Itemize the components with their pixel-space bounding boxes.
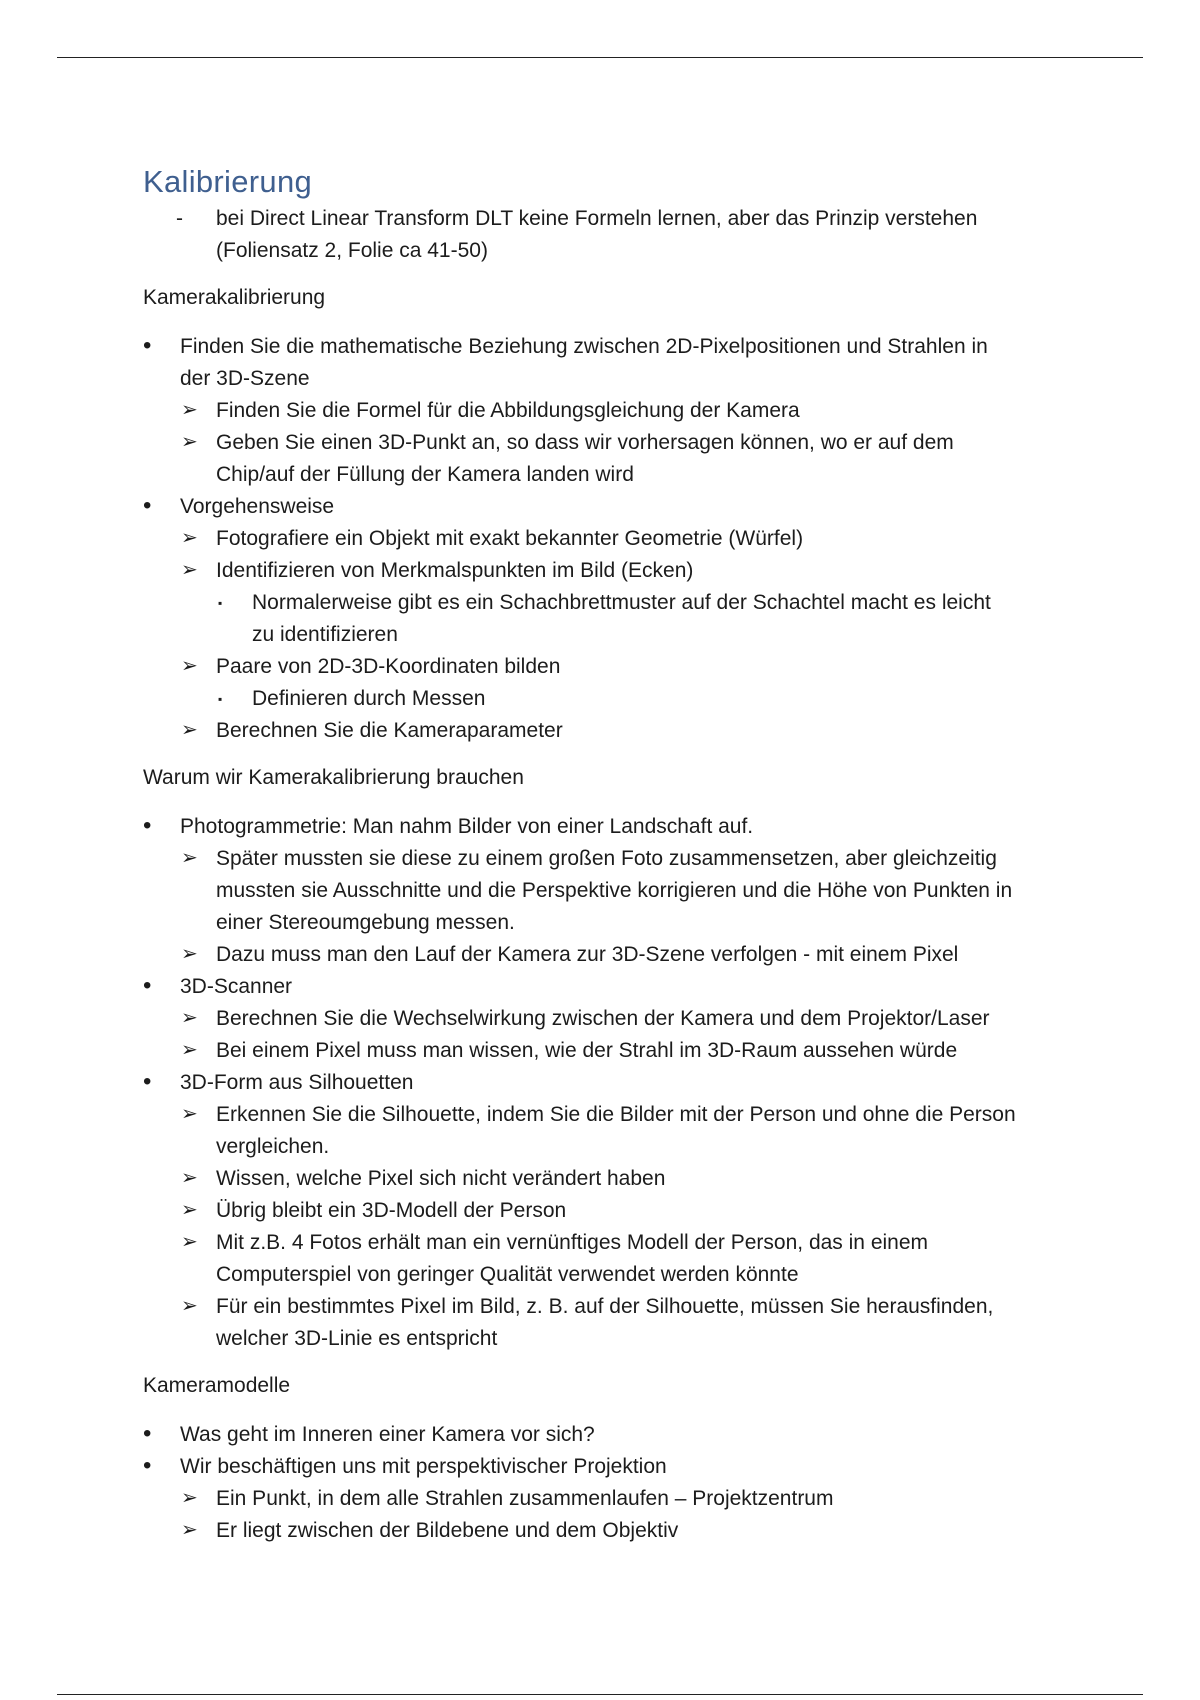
list-item-text: 3D-Scanner [180,975,293,998]
list-item-text: Dazu muss man den Lauf der Kamera zur 3D-Szene verfolgen - mit einem Pixel [216,943,959,966]
list-item [143,1163,1063,1195]
list-item-text: Erkennen Sie die Silhouette, indem Sie die Bilder mit der Person und ohne die Person [216,1103,1016,1126]
bullet-marker: • [143,1420,152,1447]
square-marker: ▪ [218,596,223,610]
arrow-marker: ➢ [181,1519,198,1541]
section-heading-kameramodelle: Kameramodelle [143,1374,291,1397]
list-item-text: Für ein bestimmtes Pixel im Bild, z. B. auf der Silhouette, müssen Sie herausfinden, [216,1295,994,1318]
list-item-text: Normalerweise gibt es ein Schachbrettmuster auf der Schachtel macht es leicht [252,591,991,614]
arrow-marker: ➢ [181,1487,198,1509]
list-item-text: 3D-Form aus Silhouetten [180,1071,414,1094]
list-item-text: zu identifizieren [252,623,398,646]
arrow-marker: ➢ [181,399,198,421]
bullet-marker: • [143,332,152,359]
list-item [143,715,1063,747]
list-item [143,491,1063,523]
list-item-text: Später mussten sie diese zu einem großen Foto zusammensetzen, aber gleichzeitig [216,847,997,870]
arrow-marker: ➢ [181,559,198,581]
list-item [143,843,1063,939]
list-item [143,1419,1063,1451]
section-heading-kamerakalibrierung: Kamerakalibrierung [143,286,326,309]
list-item-text: Er liegt zwischen der Bildebene und dem Objektiv [216,1519,679,1542]
arrow-marker: ➢ [181,719,198,741]
header-rule [57,57,1143,58]
intro-item [176,203,1063,267]
list-item [143,1099,1063,1163]
list-item [143,1227,1063,1291]
list-item [143,395,1063,427]
intro-line: (Foliensatz 2, Folie ca 41-50) [216,239,488,262]
arrow-marker: ➢ [181,1167,198,1189]
document-body [143,163,1063,1547]
list-item-text: Mit z.B. 4 Fotos erhält man ein vernünftiges Modell der Person, das in einem [216,1231,929,1254]
list-item [143,1515,1063,1547]
list-item [143,555,1063,587]
list-item-text: Geben Sie einen 3D-Punkt an, so dass wir vorhersagen können, wo er auf dem [216,431,954,454]
list-item-text: Identifizieren von Merkmalspunkten im Bild (Ecken) [216,559,694,582]
list-item [143,651,1063,683]
list-item [143,1195,1063,1227]
arrow-marker: ➢ [181,527,198,549]
list-item [143,1003,1063,1035]
dash-marker: - [176,207,183,230]
list-item [143,683,1063,715]
arrow-marker: ➢ [181,431,198,453]
bullet-marker: • [143,812,152,839]
list-item [143,587,1063,651]
arrow-marker: ➢ [181,943,198,965]
list-item-text: welcher 3D-Linie es entspricht [216,1327,498,1350]
list-item [143,1035,1063,1067]
list-item-text: Bei einem Pixel muss man wissen, wie der Strahl im 3D-Raum aussehen würde [216,1039,958,1062]
footer-rule [57,1694,1143,1695]
list-item [143,427,1063,491]
list-item [143,1291,1063,1355]
list-item [143,811,1063,843]
bullet-marker: • [143,1452,152,1479]
list-item [143,523,1063,555]
list-item-text: Finden Sie die Formel für die Abbildungsgleichung der Kamera [216,399,800,422]
list-item-text: Fotografiere ein Objekt mit exakt bekannter Geometrie (Würfel) [216,527,804,550]
list-item-text: Übrig bleibt ein 3D-Modell der Person [216,1199,567,1222]
list-item-text: Chip/auf der Füllung der Kamera landen wird [216,463,634,486]
intro-line: bei Direct Linear Transform DLT keine Formeln lernen, aber das Prinzip verstehen [216,207,978,230]
list-item-text: vergleichen. [216,1135,330,1158]
arrow-marker: ➢ [181,1007,198,1029]
arrow-marker: ➢ [181,1039,198,1061]
list-item [143,1483,1063,1515]
section-heading-warum: Warum wir Kamerakalibrierung brauchen [143,766,524,789]
list-item [143,971,1063,1003]
list-item-text: Wissen, welche Pixel sich nicht verändert haben [216,1167,666,1190]
list-item-text: Was geht im Inneren einer Kamera vor sich? [180,1423,595,1446]
list-item-text: mussten sie Ausschnitte und die Perspektive korrigieren und die Höhe von Punkten in [216,879,1013,902]
list-item-text: Photogrammetrie: Man nahm Bilder von einer Landschaft auf. [180,815,754,838]
square-marker: ▪ [218,692,223,706]
list-item-text: einer Stereoumgebung messen. [216,911,515,934]
page-title: Kalibrierung [143,164,313,199]
list-item-text: Definieren durch Messen [252,687,486,710]
list-item-text: Berechnen Sie die Wechselwirkung zwischen der Kamera und dem Projektor/Laser [216,1007,990,1030]
list-item-text: Wir beschäftigen uns mit perspektivischer Projektion [180,1455,667,1478]
list-item-text: Vorgehensweise [180,495,335,518]
arrow-marker: ➢ [181,1231,198,1253]
list-item-text: Berechnen Sie die Kameraparameter [216,719,563,742]
list-item [143,331,1063,395]
list-item [143,1067,1063,1099]
list-item-text: der 3D-Szene [180,367,310,390]
list-item [143,1451,1063,1483]
bullet-marker: • [143,972,152,999]
arrow-marker: ➢ [181,847,198,869]
arrow-marker: ➢ [181,1103,198,1125]
list-item [143,939,1063,971]
bullet-marker: • [143,1068,152,1095]
bullet-marker: • [143,492,152,519]
arrow-marker: ➢ [181,655,198,677]
list-item-text: Computerspiel von geringer Qualität verwendet werden könnte [216,1263,799,1286]
list-item-text: Finden Sie die mathematische Beziehung zwischen 2D-Pixelpositionen und Strahlen in [180,335,988,358]
arrow-marker: ➢ [181,1199,198,1221]
arrow-marker: ➢ [181,1295,198,1317]
list-item-text: Ein Punkt, in dem alle Strahlen zusammenlaufen – Projektzentrum [216,1487,834,1510]
list-item-text: Paare von 2D-3D-Koordinaten bilden [216,655,561,678]
